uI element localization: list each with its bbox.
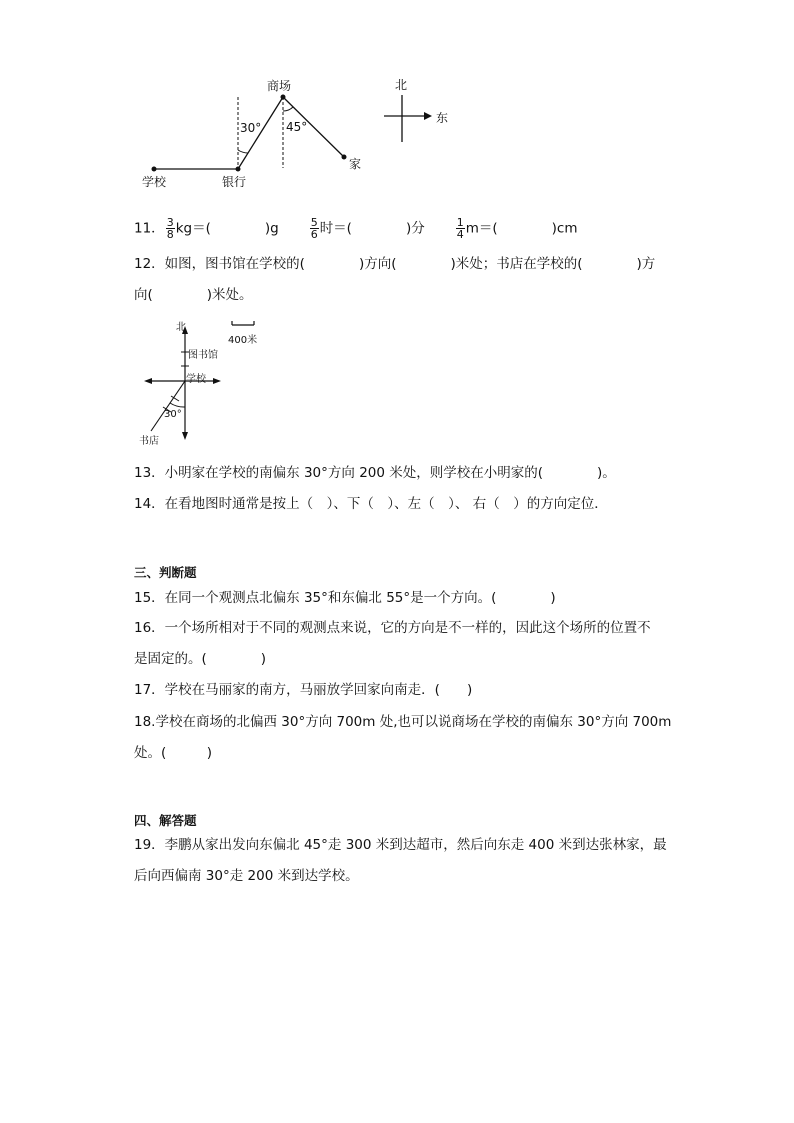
question-16-line1: 16．一个场所相对于不同的观测点来说，它的方向是不一样的，因此这个场所的位置不 — [134, 620, 651, 636]
question-15: 15．在同一个观测点北偏东 35°和东偏北 55°是一个方向。( ) — [134, 590, 556, 606]
bookstore-line — [151, 381, 185, 431]
map-school-label: 学校 — [186, 374, 206, 385]
map-angle-label: 30° — [164, 409, 182, 420]
map-bookstore-label: 书店 — [139, 436, 159, 447]
question-17: 17．学校在马丽家的南方，马丽放学回家向南走．( ) — [134, 682, 473, 698]
library-map-diagram — [0, 0, 794, 460]
label-mall: 商场 — [267, 79, 292, 93]
q11-number: 11． — [134, 220, 165, 237]
question-19-line1: 19．李鹏从家出发向东偏北 45°走 300 米到达超市，然后向东走 400 米到达张林家，最 — [134, 837, 667, 853]
q11-part1: kg＝( )g — [175, 220, 279, 237]
label-angle-bank: 30° — [240, 121, 262, 135]
compass-east-label: 东 — [436, 111, 449, 125]
map-north-label: 北 — [176, 322, 186, 333]
map-library-label: 图书馆 — [188, 350, 218, 361]
q11-part2: 时＝( )分 — [319, 220, 425, 237]
question-19-line2: 后向西偏南 30°走 200 米到达学校。 — [134, 868, 359, 884]
question-13: 13．小明家在学校的南偏东 30°方向 200 米处，则学校在小明家的( )。 — [134, 465, 616, 481]
question-14: 14．在看地图时通常是按上（ ）、下（ ）、左（ ）、 右（ ）的方向定位． — [134, 496, 608, 512]
compass-north-label: 北 — [395, 78, 408, 92]
label-bank: 银行 — [222, 175, 247, 189]
fraction-3-8: $\frac{3}{8}$ — [166, 216, 174, 241]
label-angle-mall: 45° — [286, 120, 308, 134]
question-18-line2: 处。( ) — [134, 745, 213, 761]
label-home: 家 — [349, 157, 362, 171]
question-18-line1: 18.学校在商场的北偏西 30°方向 700m 处,也可以说商场在学校的南偏东 30°方向 700m — [134, 714, 672, 730]
question-12-line2: 向( )米处。 — [134, 287, 253, 303]
map-scale-label: 400米 — [228, 335, 258, 346]
question-16-line2: 是固定的。( ) — [134, 651, 267, 667]
fraction-5-6: $\frac{5}{6}$ — [310, 216, 318, 241]
label-school: 学校 — [142, 175, 167, 189]
section-title-judgment: 三、判断题 — [134, 565, 197, 580]
q11-part3: m＝( )cm — [465, 220, 578, 237]
section-title-solutions: 四、解答题 — [134, 813, 197, 828]
question-12-line1: 12．如图，图书馆在学校的( )方向( )米处；书店在学校的( )方 — [134, 256, 656, 272]
fraction-1-4: $\frac{1}{4}$ — [456, 216, 464, 241]
